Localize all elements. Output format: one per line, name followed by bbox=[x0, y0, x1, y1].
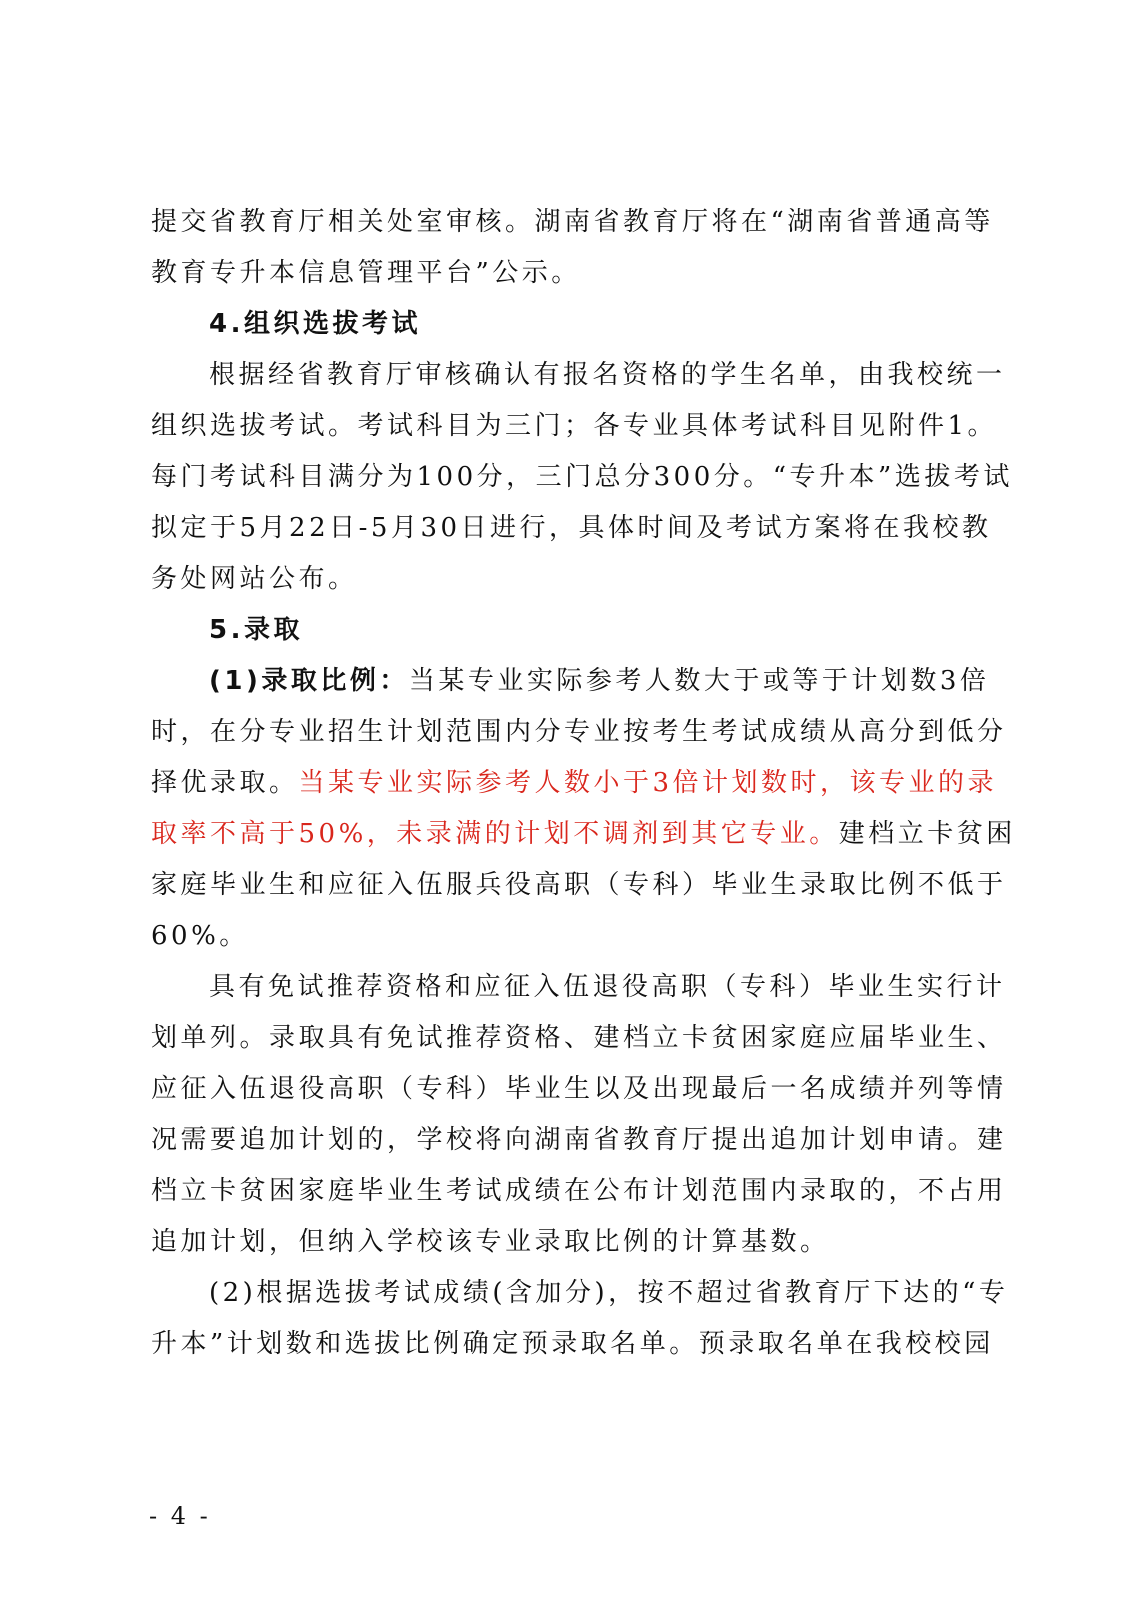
admission-ratio-label: (1)录取比例： bbox=[209, 666, 409, 696]
paragraph-line: 教育专升本信息管理平台”公示。 bbox=[151, 258, 581, 288]
paragraph-text: 当某专业实际参考人数大于或等于计划数3倍 bbox=[408, 666, 990, 696]
paragraph-line: 具有免试推荐资格和应征入伍退役高职（专科）毕业生实行计 bbox=[209, 972, 1006, 1002]
paragraph-line: 追加计划，但纳入学校该专业录取比例的计算基数。 bbox=[151, 1227, 830, 1257]
paragraph-text: 择优录取。 bbox=[151, 768, 299, 798]
paragraph-line: 升本”计划数和选拔比例确定预录取名单。预录取名单在我校校园 bbox=[151, 1329, 994, 1359]
paragraph-line: 60%。 bbox=[151, 921, 249, 951]
paragraph-line: 拟定于5月22日-5月30日进行，具体时间及考试方案将在我校教 bbox=[151, 513, 992, 543]
highlighted-text: 当某专业实际参考人数小于3倍计划数时，该专业的录 bbox=[298, 768, 998, 798]
section-heading-exam: 4.组织选拔考试 bbox=[209, 309, 421, 339]
paragraph-text: 建档立卡贫困 bbox=[838, 819, 1016, 849]
paragraph-line bbox=[151, 656, 990, 707]
paragraph-line bbox=[151, 758, 998, 809]
paragraph-line: 根据经省教育厅审核确认有报名资格的学生名单，由我校统一 bbox=[209, 360, 1006, 390]
document-body bbox=[151, 197, 1016, 1370]
page-number: - 4 - bbox=[149, 1502, 211, 1530]
paragraph-line: 时，在分专业招生计划范围内分专业按考生考试成绩从高分到低分 bbox=[151, 717, 1007, 747]
paragraph-line: 应征入伍退役高职（专科）毕业生以及出现最后一名成绩并列等情 bbox=[151, 1074, 1007, 1104]
paragraph-line: 提交省教育厅相关处室审核。湖南省教育厅将在“湖南省普通高等 bbox=[151, 207, 994, 237]
paragraph-line: (2)根据选拔考试成绩(含加分)，按不超过省教育厅下达的“专 bbox=[209, 1278, 1009, 1308]
paragraph-line: 况需要追加计划的，学校将向湖南省教育厅提出追加计划申请。建 bbox=[151, 1125, 1007, 1155]
paragraph-line: 家庭毕业生和应征入伍服兵役高职（专科）毕业生录取比例不低于 bbox=[151, 870, 1007, 900]
section-heading-admission: 5.录取 bbox=[209, 615, 303, 645]
paragraph-line: 务处网站公布。 bbox=[151, 564, 358, 594]
highlighted-text: 取率不高于50%，未录满的计划不调剂到其它专业。 bbox=[151, 819, 839, 849]
paragraph-line bbox=[151, 809, 1016, 860]
paragraph-line: 组织选拔考试。考试科目为三门；各专业具体考试科目见附件1。 bbox=[151, 411, 998, 441]
paragraph-line: 划单列。录取具有免试推荐资格、建档立卡贫困家庭应届毕业生、 bbox=[151, 1023, 1007, 1053]
paragraph-line: 每门考试科目满分为100分，三门总分300分。“专升本”选拔考试 bbox=[151, 462, 1013, 492]
paragraph-line: 档立卡贫困家庭毕业生考试成绩在公布计划范围内录取的，不占用 bbox=[151, 1176, 1007, 1206]
